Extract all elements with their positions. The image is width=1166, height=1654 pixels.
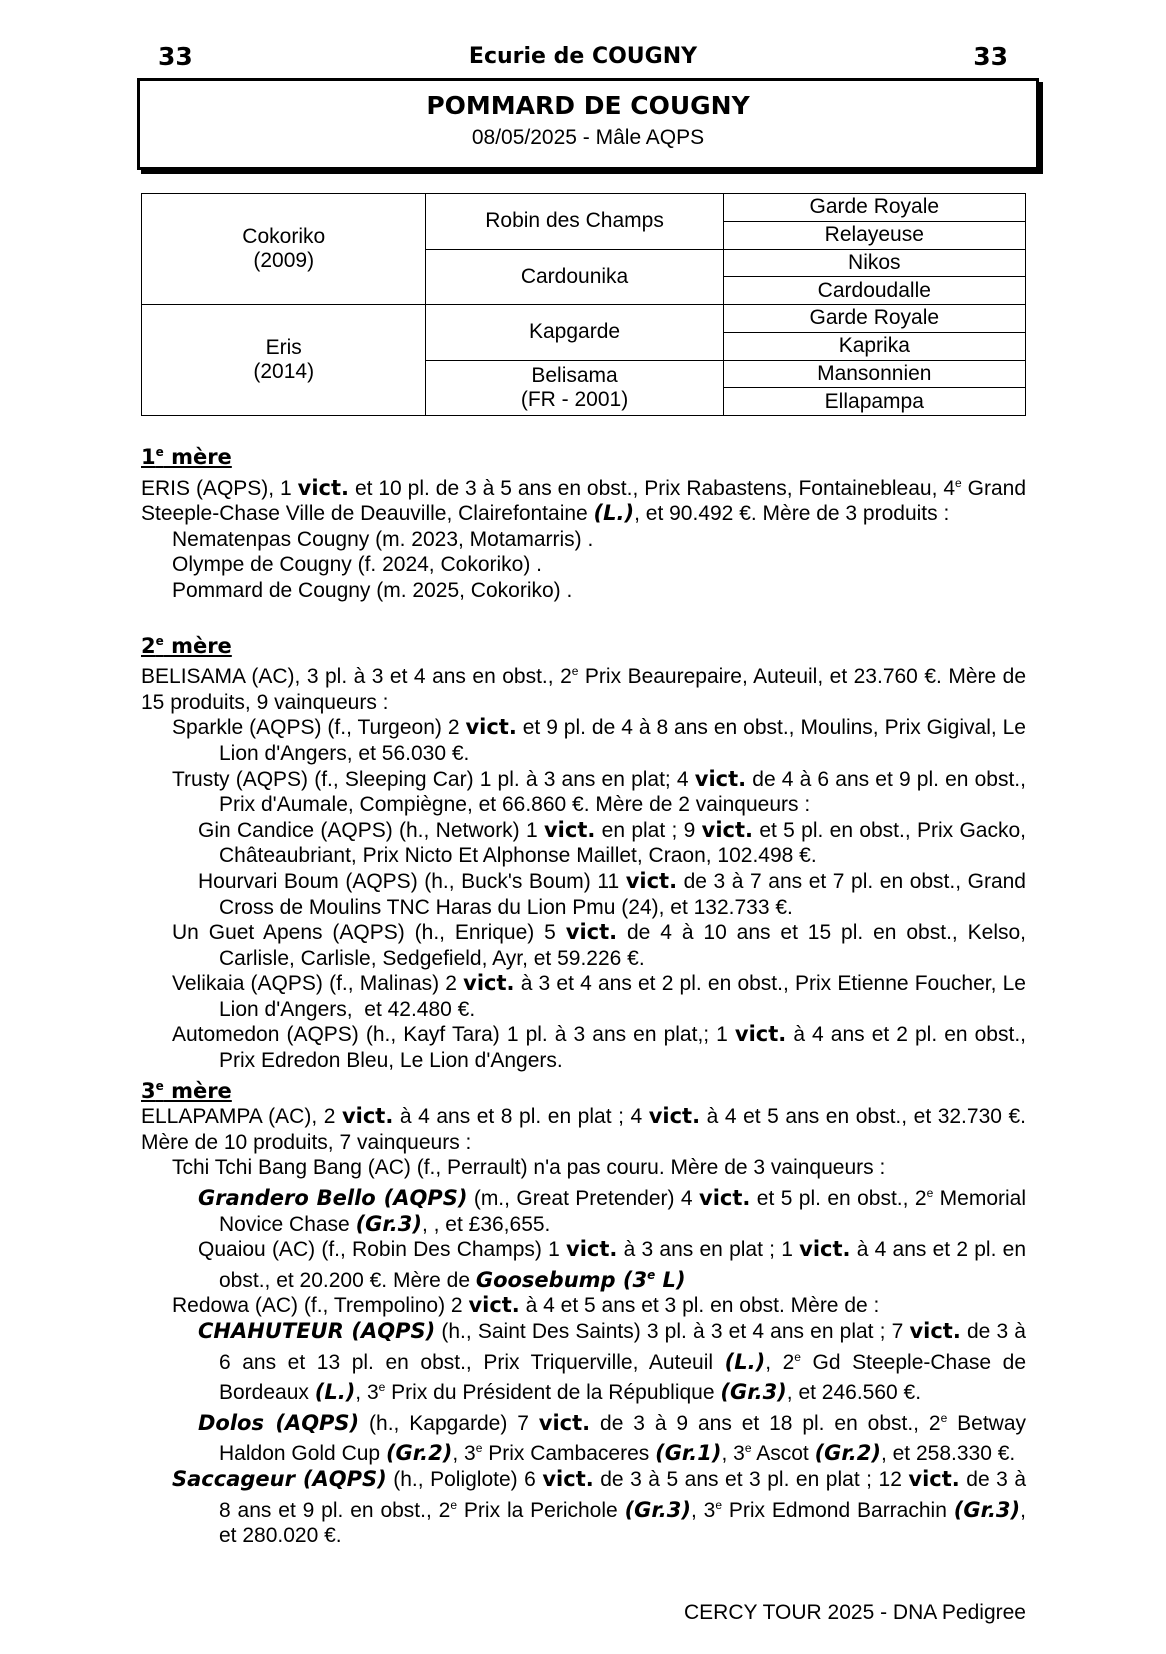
pedigree-ggdam: Relayeuse xyxy=(723,221,1025,249)
section-third-dam: 3e mère xyxy=(141,1078,232,1103)
produce-item: Trusty (AQPS) (f., Sleeping Car) 1 pl. à 3 ans en plat; 4 vict. de 4 à 6 ans et 9 pl. en obst., Prix d'Aumale, Compiègne, et 66.860 €. Mère de 2 vainqueurs : xyxy=(172,766,1026,817)
second-dam-summary: BELISAMA (AC), 3 pl. à 3 et 4 ans en obst., 2e Prix Beaurepaire, Auteuil, et 23.760 €. Mère de 15 produits, 9 vainqueurs : xyxy=(141,664,1027,714)
produce-item: Un Guet Apens (AQPS) (h., Enrique) 5 vict. de 4 à 10 ans et 15 pl. en obst., Kelso, Carlisle, Carlisle, Sedgefield, Ayr, et 59.226 €. xyxy=(172,920,1026,970)
page-number-left: 33 xyxy=(158,42,193,71)
third-dam-summary: ELLAPAMPA (AC), 2 vict. à 4 ans et 8 pl. en plat ; 4 vict. à 4 et 5 ans en obst., et 32.730 €. Mère de 10 produits, 7 vainqueurs : xyxy=(141,1104,1026,1154)
produce-item: Gin Candice (AQPS) (h., Network) 1 vict. en plat ; 9 vict. et 5 pl. en obst., Prix Gacko, Châteaubriant, Prix Nicto Et Alphonse Maillet, Craon, 102.498 €. xyxy=(198,817,1026,868)
section-first-dam: 1e mère xyxy=(141,445,232,469)
first-dam-summary: ERIS (AQPS), 1 vict. et 10 pl. de 3 à 5 ans en obst., Prix Rabastens, Fontainebleau, 4e Grand Steeple-Chase Ville de Deauville, Clairefontaine (L.), et 90.492 €. Mère de 3 produits : xyxy=(141,475,1027,526)
page-header xyxy=(140,42,1026,72)
page-number-right: 33 xyxy=(973,42,1008,71)
produce-item: CHAHUTEUR (AQPS) (h., Saint Des Saints) 3 pl. à 3 et 4 ans en plat ; 7 vict. de 3 à 6 ans et 13 pl. en obst., Prix Triquerville, Auteuil (L.), 2e Gd Steeple-Chase de Bordeaux (L.), 3e Prix du Président de la République (Gr.3), et 246.560 €. xyxy=(198,1319,1026,1405)
horse-name: POMMARD DE COUGNY xyxy=(426,91,750,120)
pedigree-sire: Cokoriko (2009) xyxy=(142,194,426,305)
dam-line-text xyxy=(141,440,1026,1549)
pedigree-ggdam: Cardoudalle xyxy=(723,277,1025,305)
produce-item: Nematenpas Cougny (m. 2023, Motamarris) . xyxy=(172,527,594,551)
page-title: Ecurie de COUGNY xyxy=(468,44,698,69)
section-second-dam: 2e mère xyxy=(141,633,232,658)
produce-item: Redowa (AC) (f., Trempolino) 2 vict. à 4 et 5 ans et 3 pl. en obst. Mère de : xyxy=(172,1293,880,1318)
pedigree-table xyxy=(141,193,1026,416)
produce-item: Hourvari Boum (AQPS) (h., Buck's Boum) 11 vict. de 3 à 7 ans et 7 pl. en obst., Grand Cross de Moulins TNC Haras du Lion Pmu (24), et 132.733 €. xyxy=(198,868,1026,919)
horse-title-box xyxy=(137,78,1039,170)
horse-info: 08/05/2025 - Mâle AQPS xyxy=(471,126,705,149)
produce-item: Quaiou (AC) (f., Robin Des Champs) 1 vict. à 3 ans en plat ; 1 vict. à 4 ans et 2 pl. en obst., et 20.200 €. Mère de Goosebump (3e L) xyxy=(198,1237,1027,1292)
produce-item: Saccageur (AQPS) (h., Poliglote) 6 vict. de 3 à 5 ans et 3 pl. en plat ; 12 vict. de 3 à 8 ans et 9 pl. en obst., 2e Prix la Perichole (Gr.3), 3e Prix Edmond Barrachin (Gr.3), et 280.020 €. xyxy=(172,1466,1026,1548)
produce-item: Sparkle (AQPS) (f., Turgeon) 2 vict. et 9 pl. de 4 à 8 ans en obst., Moulins, Prix Gigival, Le Lion d'Angers, et 56.030 €. xyxy=(172,715,1026,765)
page-footer: CERCY TOUR 2025 - DNA Pedigree xyxy=(684,1601,1026,1624)
pedigree-dam-dam: Belisama (FR - 2001) xyxy=(426,360,723,416)
produce-item: Automedon (AQPS) (h., Kayf Tara) 1 pl. à 3 ans en plat,; 1 vict. à 4 ans et 2 pl. en obst., Prix Edredon Bleu, Le Lion d'Angers. xyxy=(172,1022,1026,1073)
produce-item: Tchi Tchi Bang Bang (AC) (f., Perrault) n'a pas couru. Mère de 3 vainqueurs : xyxy=(172,1156,886,1180)
pedigree-ggdam: Kaprika xyxy=(723,332,1025,360)
pedigree-ggsire: Nikos xyxy=(723,249,1025,277)
pedigree-ggsire: Garde Royale xyxy=(723,194,1025,222)
pedigree-dam: Eris (2014) xyxy=(142,305,426,416)
produce-item: Velikaia (AQPS) (f., Malinas) 2 vict. à 3 et 4 ans et 2 pl. en obst., Prix Etienne Foucher, Le Lion d'Angers, et 42.480 €. xyxy=(172,971,1026,1021)
pedigree-dam-sire: Kapgarde xyxy=(426,305,723,361)
pedigree-ggsire: Mansonnien xyxy=(723,360,1025,388)
produce-item: Grandero Bello (AQPS) (m., Great Pretender) 4 vict. et 5 pl. en obst., 2e Memorial Novice Chase (Gr.3), , et £36,655. xyxy=(198,1186,1026,1236)
produce-item: Dolos (AQPS) (h., Kapgarde) 7 vict. de 3 à 9 ans et 18 pl. en obst., 2e Betway Haldon Gold Cup (Gr.2), 3e Prix Cambaceres (Gr.1), 3e Ascot (Gr.2), et 258.330 €. xyxy=(198,1410,1026,1466)
pedigree-sire-sire: Robin des Champs xyxy=(426,194,723,250)
produce-item: Olympe de Cougny (f. 2024, Cokoriko) . xyxy=(172,553,543,577)
pedigree-ggdam: Ellapampa xyxy=(723,388,1025,416)
pedigree-sire-dam: Cardounika xyxy=(426,249,723,305)
produce-item: Pommard de Cougny (m. 2025, Cokoriko) . xyxy=(172,578,573,602)
pedigree-ggsire: Garde Royale xyxy=(723,305,1025,333)
